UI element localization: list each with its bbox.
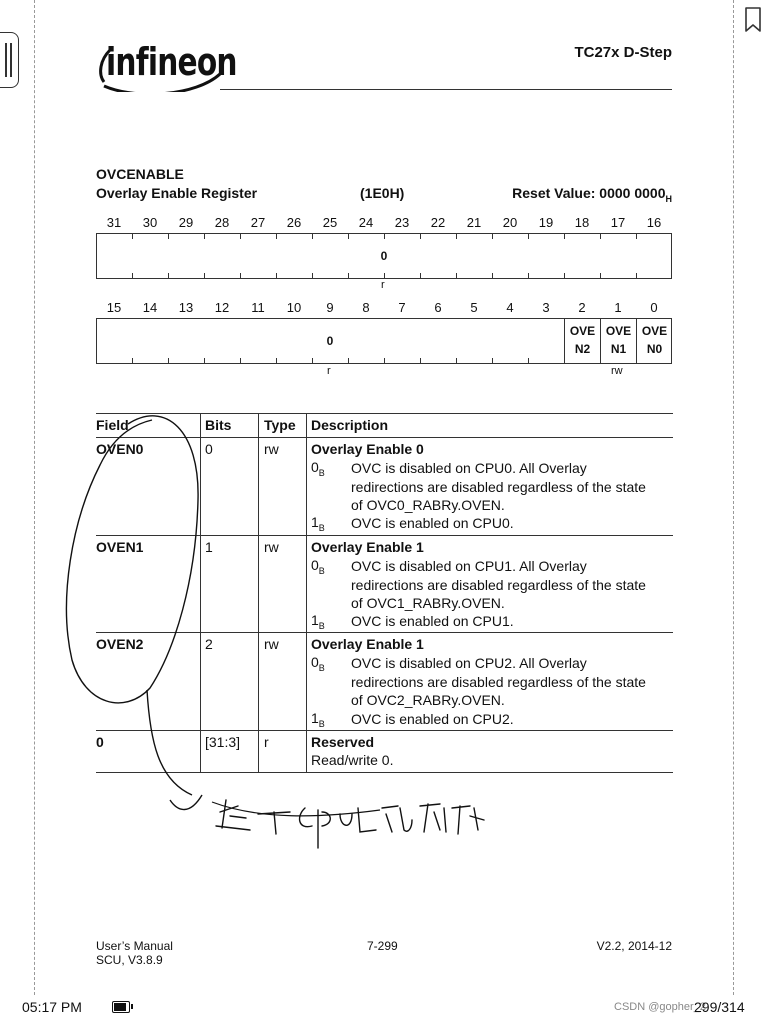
value-radix: B — [318, 620, 325, 631]
register-description: Overlay Enable Register — [96, 185, 258, 201]
upper-field-access: r — [381, 279, 385, 291]
value-digit: 1 — [311, 612, 319, 628]
status-time: 05:17 PM — [22, 999, 82, 1015]
bit-number: 26 — [286, 215, 302, 230]
row-oven2-type: rw — [264, 636, 279, 652]
bit-number: 29 — [178, 215, 194, 230]
header-field: Field — [96, 417, 129, 433]
field-oven1-line2: N1 — [610, 342, 627, 356]
header-bits: Bits — [205, 417, 232, 433]
desc-line: redirections are disabled regardless of the state — [351, 576, 646, 593]
value-digit: 1 — [311, 710, 319, 726]
bit-number: 3 — [542, 300, 550, 315]
reset-value-text: Reset Value: 0000 0000 — [512, 185, 666, 201]
upper-field-value: 0 — [380, 249, 388, 263]
watermark: CSDN @gopher_2 — [614, 1001, 706, 1013]
value-digit: 0 — [311, 557, 319, 573]
desc-line: redirections are disabled regardless of the state — [351, 478, 646, 495]
register-name: OVCENABLE — [96, 166, 184, 182]
desc-line: OVC is disabled on CPU1. All Overlay — [351, 558, 587, 574]
bit-number: 9 — [326, 300, 334, 315]
register-offset: (1E0H) — [360, 185, 405, 201]
row-oven1-bits: 1 — [205, 539, 213, 555]
desc-line: redirections are disabled regardless of the state — [351, 673, 646, 690]
field-oven2-line2: N2 — [574, 342, 591, 356]
desc-line: of OVC0_RABRy.OVEN. — [351, 497, 505, 513]
row-oven0-bits: 0 — [205, 441, 213, 457]
bit-number: 7 — [398, 300, 406, 315]
bit-number: 24 — [358, 215, 374, 230]
value-radix: B — [318, 718, 325, 729]
value-radix: B — [318, 467, 325, 478]
bit-number: 28 — [214, 215, 230, 230]
row-oven0-field: OVEN0 — [96, 441, 144, 457]
header-type: Type — [264, 417, 296, 433]
bit-number: 21 — [466, 215, 482, 230]
desc-line: OVC is disabled on CPU2. All Overlay — [351, 655, 587, 671]
field-oven0-line2: N0 — [646, 342, 663, 356]
footer-version: SCU, V3.8.9 — [96, 953, 163, 967]
logo-wordmark: infineon — [106, 40, 237, 84]
row-oven2-title: Overlay Enable 1 — [311, 636, 424, 652]
value-digit: 1 — [311, 514, 319, 530]
bit-number: 19 — [538, 215, 554, 230]
row-reserved-field: 0 — [96, 734, 104, 750]
bit-number: 5 — [470, 300, 478, 315]
bit-number: 27 — [250, 215, 266, 230]
fields-access: rw — [611, 365, 623, 377]
row-oven2-desc1: OVC is enabled on CPU2. — [351, 711, 514, 727]
bit-number: 18 — [574, 215, 590, 230]
bit-number: 10 — [286, 300, 302, 315]
desc-line: of OVC2_RABRy.OVEN. — [351, 692, 505, 708]
field-oven2-line1: OVE — [569, 324, 596, 338]
row-oven1-desc1: OVC is enabled on CPU1. — [351, 613, 514, 629]
lower-reserved-access: r — [327, 365, 331, 377]
reset-value-suffix: H — [665, 193, 672, 204]
row-reserved-title: Reserved — [311, 734, 375, 750]
bit-number: 0 — [650, 300, 658, 315]
value-radix: B — [318, 522, 325, 533]
bit-number: 6 — [434, 300, 442, 315]
row-oven1-type: rw — [264, 539, 279, 555]
bit-number: 15 — [106, 300, 122, 315]
bit-number: 23 — [394, 215, 410, 230]
bit-number: 17 — [610, 215, 626, 230]
row-reserved-text: Read/write 0. — [311, 752, 394, 768]
row-oven0-title: Overlay Enable 0 — [311, 441, 424, 457]
bit-number: 20 — [502, 215, 518, 230]
row-oven1-title: Overlay Enable 1 — [311, 539, 424, 555]
bit-number: 12 — [214, 300, 230, 315]
status-bar — [0, 996, 768, 1024]
footer-manual: User’s Manual — [96, 939, 173, 953]
field-oven0-line1: OVE — [641, 324, 668, 338]
footer-revision: V2.2, 2014-12 — [596, 939, 672, 953]
bit-number: 16 — [646, 215, 662, 230]
bit-number: 31 — [106, 215, 122, 230]
value-digit: 0 — [311, 654, 319, 670]
bit-number: 25 — [322, 215, 338, 230]
field-oven1-line1: OVE — [605, 324, 632, 338]
row-oven0-desc1: OVC is enabled on CPU0. — [351, 515, 514, 531]
bit-number: 8 — [362, 300, 370, 315]
bit-number: 22 — [430, 215, 446, 230]
bit-number: 4 — [506, 300, 514, 315]
bit-number: 13 — [178, 300, 194, 315]
header-description: Description — [311, 417, 389, 433]
footer-page: 7-299 — [367, 939, 398, 953]
desc-line: OVC is disabled on CPU0. All Overlay — [351, 460, 587, 476]
battery-icon — [112, 1001, 130, 1013]
row-oven2-field: OVEN2 — [96, 636, 144, 652]
page-counter: 299/314 — [694, 999, 745, 1015]
battery-fill — [114, 1003, 126, 1011]
row-oven1-field: OVEN1 — [96, 539, 144, 555]
lower-reserved-value: 0 — [326, 334, 334, 348]
row-oven2-bits: 2 — [205, 636, 213, 652]
row-oven0-type: rw — [264, 441, 279, 457]
row-reserved-type: r — [264, 734, 269, 750]
bit-number: 2 — [578, 300, 586, 315]
desc-line: of OVC1_RABRy.OVEN. — [351, 595, 505, 611]
bit-number: 14 — [142, 300, 158, 315]
bit-number: 30 — [142, 215, 158, 230]
row-reserved-bits: [31:3] — [205, 734, 241, 750]
doc-title: TC27x D-Step — [574, 44, 672, 61]
value-radix: B — [318, 565, 325, 576]
bit-number: 11 — [251, 300, 265, 315]
value-digit: 0 — [311, 459, 319, 475]
bit-number: 1 — [614, 300, 622, 315]
value-radix: B — [318, 662, 325, 673]
